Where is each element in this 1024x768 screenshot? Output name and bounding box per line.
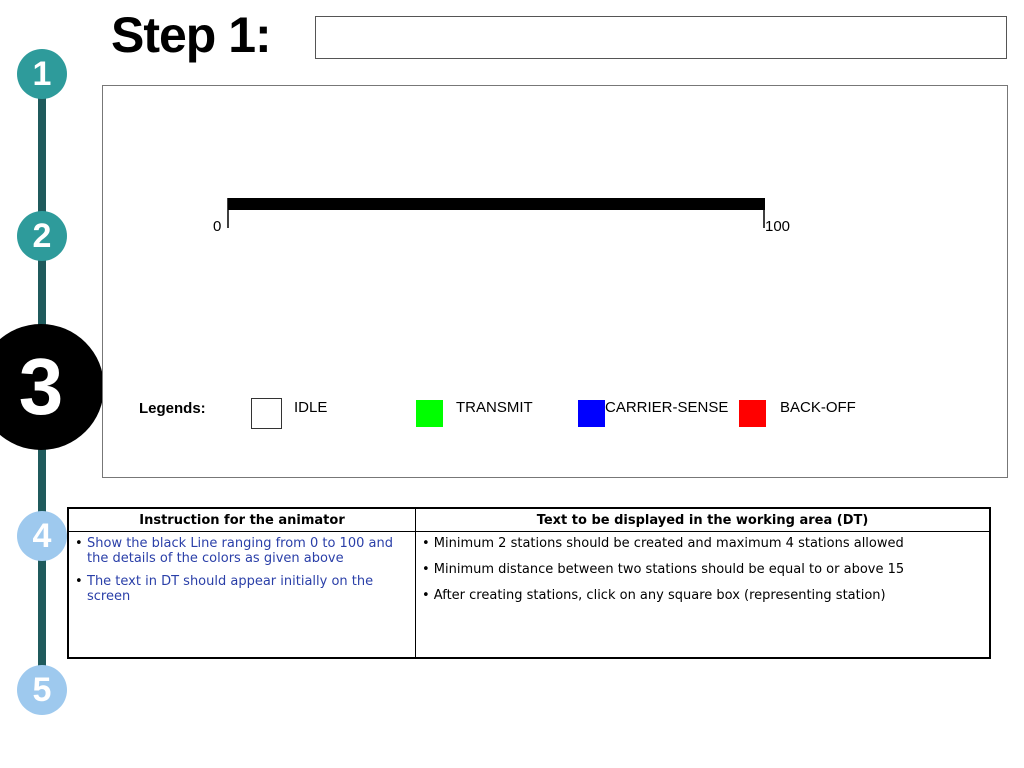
page-title: Step 1: [111, 7, 271, 63]
working-area[interactable] [102, 85, 1008, 478]
instruction-item: • Show the black Line ranging from 0 to 100 and the details of the colors as given above [75, 536, 409, 566]
instruction-text: Show the black Line ranging from 0 to 100 and the details of the colors as given above [87, 536, 393, 566]
display-text-item: • After creating stations, click on any square box (representing station) [422, 588, 886, 603]
header-instruction: Instruction for the animator [68, 508, 416, 532]
legend-carrier-sense-label: CARRIER-SENSE [605, 399, 729, 416]
instruction-item: • The text in DT should appear initially on the screen [75, 574, 409, 604]
instruction-cell [68, 532, 416, 659]
legend-idle-label: IDLE [294, 399, 328, 416]
instruction-text: The text in DT should appear initially on the screen [87, 574, 374, 604]
scale-end-label: 100 [765, 218, 791, 235]
title-box [315, 16, 1007, 59]
instruction-table [67, 507, 991, 659]
header-display-text: Text to be displayed in the working area (DT) [416, 508, 991, 532]
black-line [228, 198, 765, 210]
scale-line-graphic [103, 86, 1007, 477]
display-text-item: • Minimum 2 stations should be created and maximum 4 stations allowed [422, 536, 904, 551]
legend-transmit-label: TRANSMIT [456, 399, 533, 416]
legend-carrier-sense-swatch [578, 400, 605, 427]
step-1-indicator[interactable]: 1 [17, 49, 67, 99]
step-4-indicator[interactable]: 4 [17, 511, 67, 561]
legend-back-off-swatch [739, 400, 766, 427]
legend-title: Legends: [139, 400, 206, 417]
step-3-indicator[interactable]: 3 [0, 324, 104, 450]
legend-idle-swatch [251, 398, 282, 429]
display-text-item: • Minimum distance between two stations should be equal to or above 15 [422, 562, 905, 577]
step-2-indicator[interactable]: 2 [17, 211, 67, 261]
legend-back-off-label: BACK-OFF [780, 399, 856, 416]
scale-start-label: 0 [213, 218, 222, 235]
legend-transmit-swatch [416, 400, 443, 427]
display-text-cell [416, 532, 991, 659]
step-5-indicator[interactable]: 5 [17, 665, 67, 715]
